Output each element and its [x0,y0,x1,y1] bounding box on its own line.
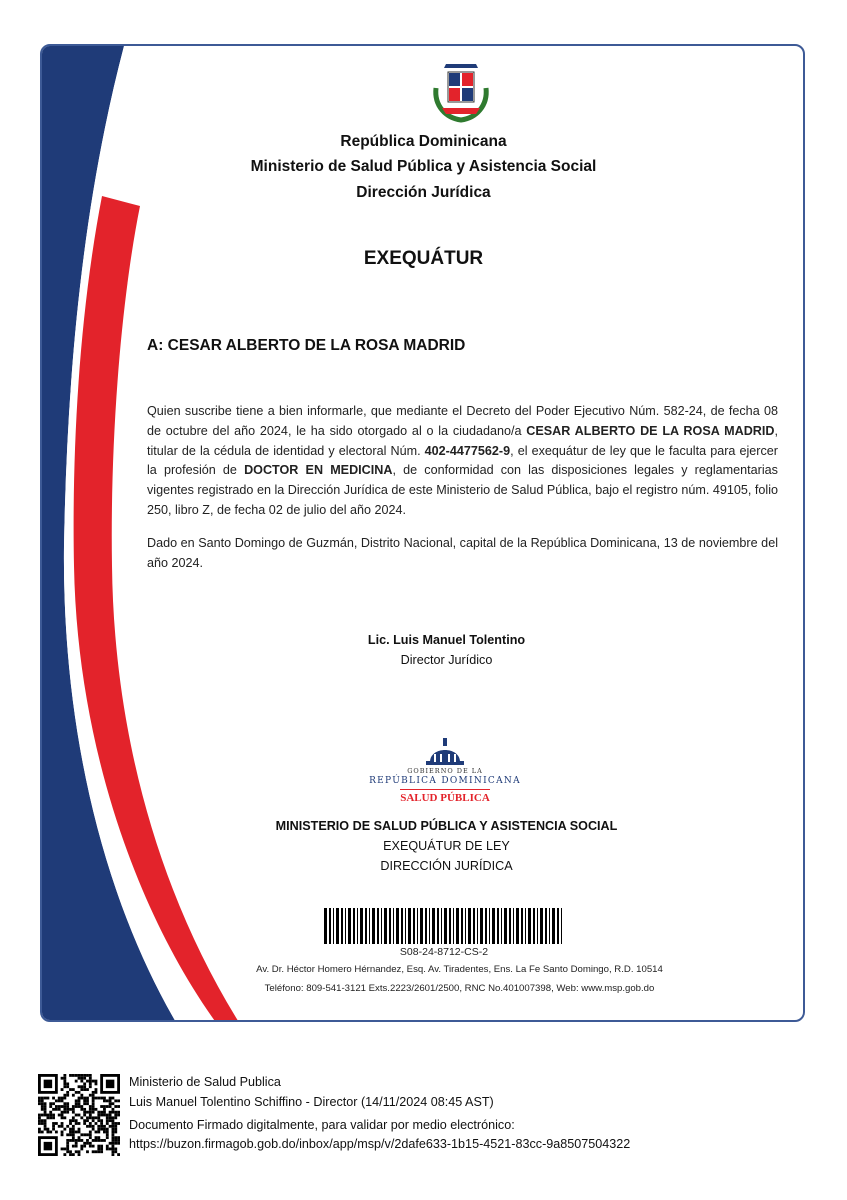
digital-sig-org: Ministerio de Salud Publica [129,1075,281,1089]
header-department: Dirección Jurídica [356,184,491,201]
issued-paragraph: Dado en Santo Domingo de Guzmán, Distrito Nacional, capital de la República Dominicana, 13 de noviembre del año 2024. [147,536,778,570]
profession: DOCTOR EN MEDICINA [244,463,393,478]
qr-code [38,1074,120,1156]
footer-contact: Teléfono: 809-541-3121 Exts.2223/2601/2500, RNC No.401007398, Web: www.msp.gob.do [264,983,655,994]
gobierno-salud-publica-logo [360,730,530,810]
main-paragraph: Quien suscribe tiene a bien informarle, que mediante el Decreto del Poder Ejecutivo Núm. 582-24, de fecha 08 de octubre del año 2024, le ha sido otorgado al o la ciudadano/a CESAR ALBERTO DE LA ROSA MADRID, titular de la cédula de identidad y electoral Núm. 402-4477562-9, el exequátur de ley que le faculta para ejercer la profesión de DOCTOR EN MEDICINA, de conformidad con las disposiciones legales y reglamentarias vigentes registrado en la Dirección Jurídica de este Ministerio de Salud Pública, bajo el registro núm. 49105, folio 250, libro Z, de fecha 02 de julio del año 2024. [147,404,778,517]
recipient-name: CESAR ALBERTO DE LA ROSA MADRID [526,423,775,438]
logo-divider [400,789,490,790]
coat-of-arms-emblem [428,58,494,124]
digital-sig-signer: Luis Manuel Tolentino Schiffino - Director (14/11/2024 08:45 AST) [129,1095,494,1109]
digital-sig-url[interactable]: https://buzon.firmagob.gob.do/inbox/app/msp/v/2dafe633-1b15-4521-83cc-9a8507504322 [129,1137,631,1151]
footer-ministry: MINISTERIO DE SALUD PÚBLICA Y ASISTENCIA SOCIAL [275,819,618,833]
logo-line2: REPÚBLICA DOMINICANA [369,776,521,786]
logo-line3: SALUD PÚBLICA [400,792,490,804]
document-title: EXEQUÁTUR [363,248,484,269]
digital-sig-note: Documento Firmado digitalmente, para validar por medio electrónico: [129,1118,515,1132]
signatory-name: Lic. Luis Manuel Tolentino [367,633,526,647]
footer-doc-type: EXEQUÁTUR DE LEY [383,839,510,853]
barcode [324,908,564,944]
footer-department: DIRECCIÓN JURÍDICA [380,859,513,873]
id-number: 402-4477562-9 [424,443,511,458]
logo-line1: GOBIERNO DE LA [407,767,483,775]
signatory-role: Director Jurídico [400,653,493,667]
header-ministry: Ministerio de Salud Pública y Asistencia Social [250,158,597,175]
footer-address: Av. Dr. Héctor Homero Hérnandez, Esq. Av. Tiradentes, Ens. La Fe Santo Domingo, R.D. 10514 [256,964,663,975]
header-country: República Dominicana [340,133,507,150]
barcode-number: S08-24-8712-CS-2 [399,946,489,958]
recipient-line: A: CESAR ALBERTO DE LA ROSA MADRID [147,337,466,354]
dome-icon [360,730,530,766]
